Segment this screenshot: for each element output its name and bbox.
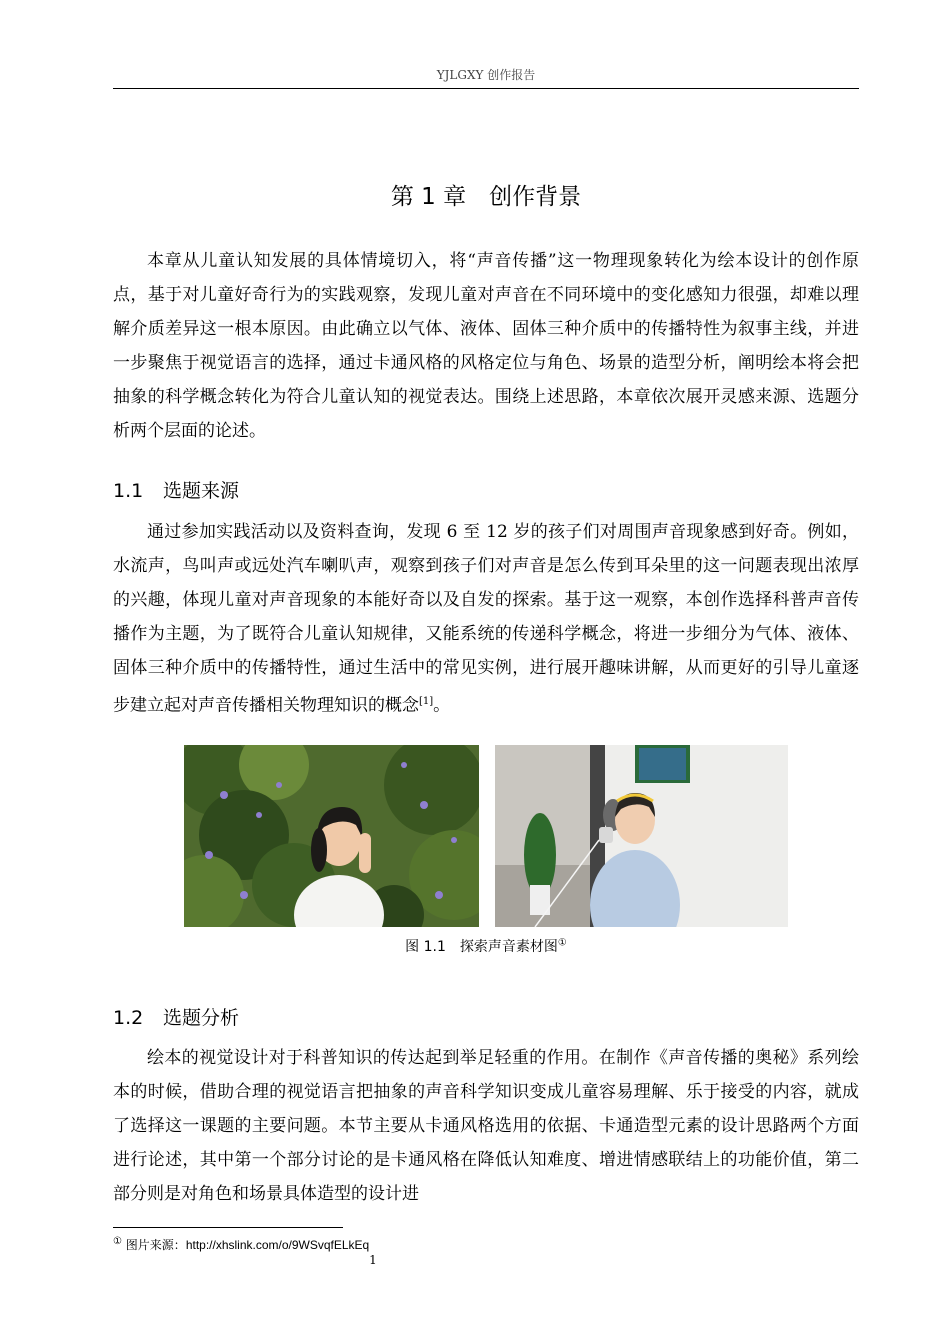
footnote (113, 1236, 369, 1253)
figure-caption-text: 探索声音素材图 (459, 939, 558, 955)
photo-girl-by-flowers (184, 745, 479, 927)
footnote-ref: ① (557, 937, 567, 949)
chapter-title: 第 1 章 创作背景 (390, 184, 582, 210)
page-number: 1 (369, 1253, 377, 1267)
section-2-title: 选题分析 (163, 1007, 240, 1029)
footnote-url[interactable]: http://xhslink.com/o/9WSvqfELkEq (185, 1238, 370, 1252)
citation-ref: [1] (419, 696, 434, 707)
footnote-mark: ① (113, 1236, 122, 1247)
section-1-end: 。 (433, 695, 451, 716)
footnote-label: 图片来源： (125, 1238, 186, 1252)
chapter-intro-paragraph: 本章从儿童认知发展的具体情境切入，将“声音传播”这一物理现象转化为绘本设计的创作原点，基于对儿童好奇行为的实践观察，发现儿童对声音在不同环境中的变化感知力很强，却难以理解介质差异这一根本原因。由此确立以气体、液体、固体三种介质中的传播特性为叙事主线，并进一步聚焦于视觉语言的选择，通过卡通风格的风格定位与角色、场景的造型分析，阐明绘本将会把抽象的科学概念转化为符合儿童认知的视觉表达。围绕上述思路，本章依次展开灵感来源、选题分析两个层面的论述。 (113, 251, 859, 441)
section-1-body: 通过参加实践活动以及资料查询，发现 6 至 12 岁的孩子们对周围声音现象感到好奇。例如，水流声，鸟叫声或远处汽车喇叭声，观察到孩子们对声音是怎么传到耳朵里的这一问题表现出浓厚的兴趣，体现儿童对声音现象的本能好奇以及自发的探索。基于这一观察，本创作选择科普声音传播作为主题，为了既符合儿童认知规律，又能系统的传递科学概念，将进一步细分为气体、液体、固体三种介质中的传播特性，通过生活中的常见实例，进行展开趣味讲解，从而更好的引导儿童逐步建立起对声音传播相关物理知识的概念 (113, 522, 859, 716)
section-1-heading (113, 476, 239, 503)
section-1-number: 1.1 (113, 480, 144, 502)
figure-number: 图 1.1 (405, 939, 446, 955)
header-rule (113, 88, 859, 89)
section-1-paragraph (113, 515, 859, 723)
section-2-number: 1.2 (113, 1007, 144, 1029)
footnote-rule (113, 1227, 343, 1228)
section-1-title: 选题来源 (163, 480, 240, 502)
section-2-paragraph: 绘本的视觉设计对于科普知识的传达起到举足轻重的作用。在制作《声音传播的奥秘》系列绘本的时候，借助合理的视觉语言把抽象的声音科学知识变成儿童容易理解、乐于接受的内容，就成了选择这一课题的主要问题。本节主要从卡通风格选用的依据、卡通造型元素的设计思路两个方面进行论述，其中第一个部分讨论的是卡通风格在降低认知难度、增进情感联结上的功能价值，第二部分则是对角色和场景具体造型的设计进 (113, 1048, 859, 1204)
figure-caption (113, 936, 859, 956)
running-header: YJLGXY 创作报告 (436, 68, 536, 82)
photo-girl-string-phone (495, 745, 788, 927)
section-2-heading (113, 1003, 239, 1030)
